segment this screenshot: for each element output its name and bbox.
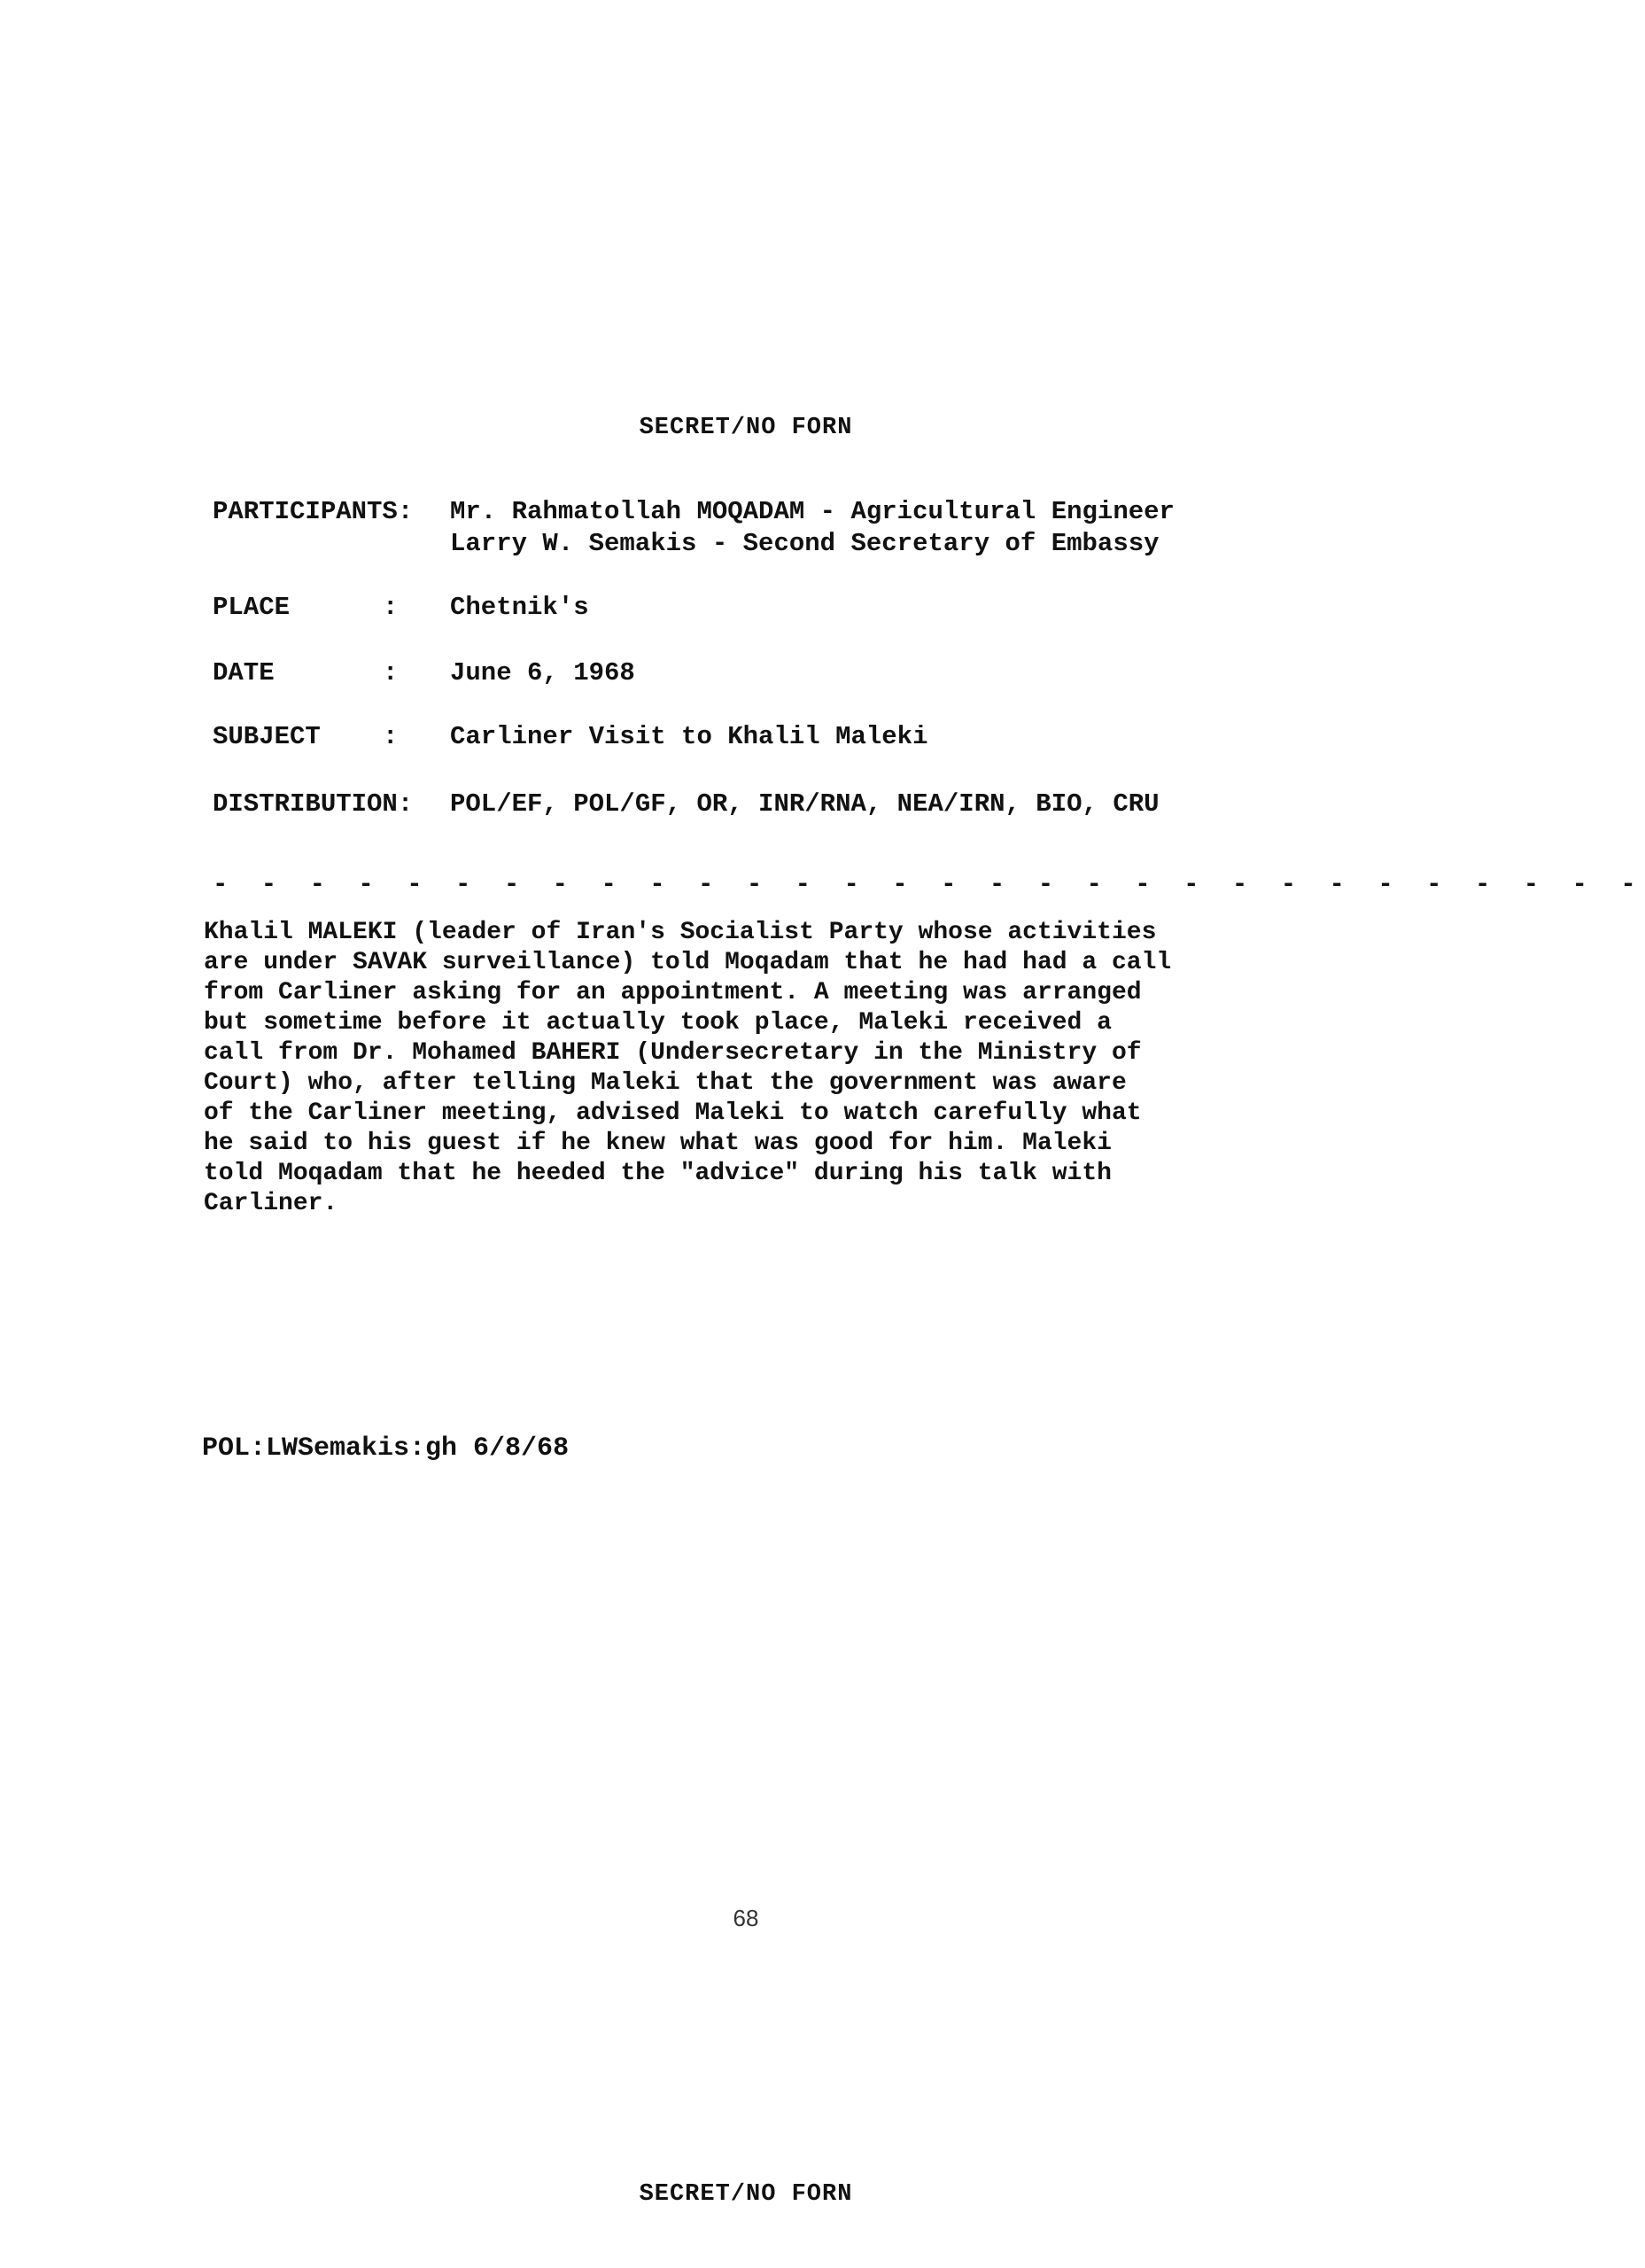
body-line: told Moqadam that he heeded the "advice" during his talk with <box>204 1160 1112 1187</box>
participant-line: Larry W. Semakis - Second Secretary of Embassy <box>450 529 1160 558</box>
place-value: Chetnik's <box>450 593 589 622</box>
distribution-label: DISTRIBUTION: <box>213 789 414 819</box>
subject-label: SUBJECT <box>213 722 321 751</box>
body-line: of the Carliner meeting, advised Maleki to watch carefully what <box>204 1099 1142 1127</box>
place-label: PLACE <box>213 593 291 622</box>
page-number: 68 <box>733 1905 759 1931</box>
subject-colon: : <box>383 722 399 751</box>
drafter-reference: POL:LWSemakis:gh 6/8/68 <box>202 1433 570 1464</box>
classification-marking-top: SECRET/NO FORN <box>639 415 853 441</box>
memo-body <box>204 918 1205 1219</box>
body-line: are under SAVAK surveillance) told Moqadam that he had had a call <box>204 949 1172 976</box>
date-row <box>213 657 1214 689</box>
subject-value: Carliner Visit to Khalil Maleki <box>450 722 928 751</box>
body-line: Carliner. <box>204 1190 338 1217</box>
distribution-value: POL/EF, POL/GF, OR, INR/RNA, NEA/IRN, BIO, CRU <box>450 789 1160 819</box>
subject-row <box>213 721 1214 753</box>
classification-marking-bottom: SECRET/NO FORN <box>639 2181 853 2208</box>
body-line: from Carliner asking for an appointment. A meeting was arranged <box>204 979 1142 1006</box>
body-line: but sometime before it actually took place, Maleki received a <box>204 1009 1112 1037</box>
dashed-separator: - - - - - - - - - - - - - - - - - - - - - - - - - - - - - - <box>213 870 1645 899</box>
body-line: he said to his guest if he knew what was good for him. Maleki <box>204 1130 1112 1157</box>
date-label: DATE <box>213 658 275 687</box>
body-line: call from Dr. Mohamed BAHERI (Undersecretary in the Ministry of <box>204 1039 1142 1067</box>
memo-header <box>213 496 1214 820</box>
distribution-row <box>213 788 1214 820</box>
place-row <box>213 592 1214 624</box>
place-colon: : <box>383 593 399 622</box>
participants-value <box>450 496 1214 560</box>
date-colon: : <box>383 658 399 687</box>
participants-row <box>213 496 1214 567</box>
body-line: Court) who, after telling Maleki that the government was aware <box>204 1069 1127 1097</box>
participants-label: PARTICIPANTS: <box>213 497 414 526</box>
participant-line: Mr. Rahmatollah MOQADAM - Agricultural Engineer <box>450 497 1175 526</box>
date-value: June 6, 1968 <box>450 658 635 687</box>
body-line: Khalil MALEKI (leader of Iran's Socialist Party whose activities <box>204 919 1157 946</box>
